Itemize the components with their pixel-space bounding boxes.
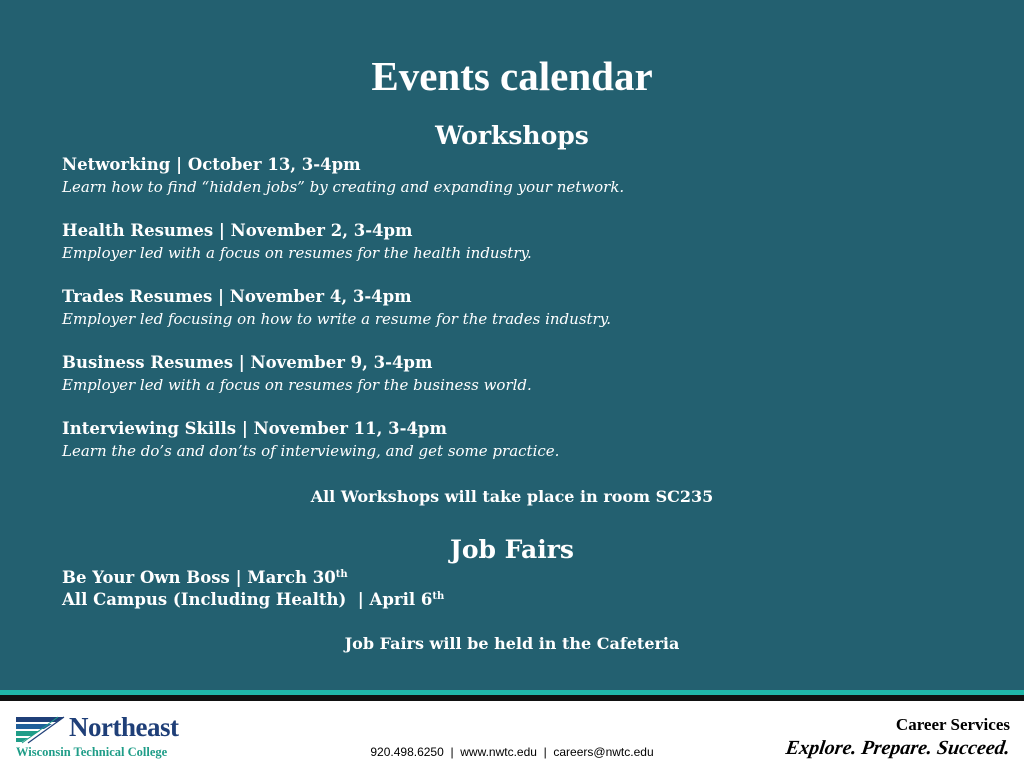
workshop-item <box>62 154 962 198</box>
contact-info: 920.498.6250 | www.nwtc.edu | careers@nwtc.edu <box>370 745 654 759</box>
workshops-location-note: All Workshops will take place in room SC235 <box>310 487 714 506</box>
job-fairs-heading: Job Fairs <box>449 535 574 564</box>
workshop-description: Employer led with a focus on resumes for the health industry. <box>62 244 532 262</box>
workshop-description: Learn the do’s and don’ts of interviewing, and get some practice. <box>62 442 560 460</box>
workshop-title: Interviewing Skills | November 11, 3-4pm <box>62 419 447 438</box>
workshop-title: Business Resumes | November 9, 3-4pm <box>62 353 433 372</box>
workshop-item <box>62 220 962 264</box>
workshop-item <box>62 352 962 396</box>
workshop-description: Learn how to find “hidden jobs” by creating and expanding your network. <box>62 178 625 196</box>
page-title: Events calendar <box>371 53 653 99</box>
ordinal-suffix: th <box>335 569 348 580</box>
career-services-tagline: Explore. Prepare. Succeed. <box>784 737 1012 759</box>
job-fair-item <box>62 589 962 611</box>
workshop-title: Networking | October 13, 3-4pm <box>62 155 361 174</box>
workshop-title: Health Resumes | November 2, 3-4pm <box>62 221 413 240</box>
logo-name: Northeast <box>69 712 179 742</box>
logo-subtitle: Wisconsin Technical College <box>16 745 168 759</box>
workshop-title: Trades Resumes | November 4, 3-4pm <box>62 287 412 306</box>
workshop-item <box>62 286 962 330</box>
nwtc-logo-mark-icon <box>14 714 66 744</box>
ordinal-suffix: th <box>432 591 445 602</box>
workshops-heading: Workshops <box>435 121 589 150</box>
job-fairs-location-note: Job Fairs will be held in the Cafeteria <box>344 634 680 653</box>
workshops-list <box>62 154 962 484</box>
career-services-label: Career Services <box>895 715 1010 734</box>
job-fairs-list <box>62 567 962 611</box>
footer <box>0 701 1024 768</box>
workshop-description: Employer led focusing on how to write a resume for the trades industry. <box>62 310 611 328</box>
workshop-item <box>62 418 962 462</box>
job-fair-text: All Campus (Including Health) | April 6 <box>62 590 433 609</box>
job-fair-item <box>62 567 962 589</box>
workshop-description: Employer led with a focus on resumes for the business world. <box>62 376 532 394</box>
job-fair-text: Be Your Own Boss | March 30 <box>62 568 336 587</box>
